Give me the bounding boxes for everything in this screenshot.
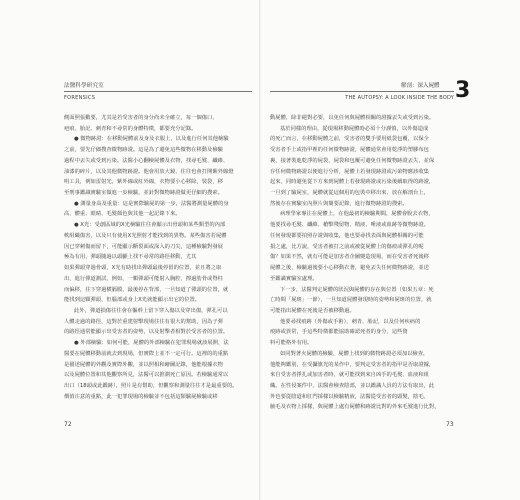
body-line: 病理學家專注在屍體上，在他最初的檢驗期間，屍體會脫去衣物， [280,211,434,218]
left-body-text [64,113,252,402]
body-line: 然後存在實驗室內照片與簡要記錄，進行微物跡證的搜索。 [270,200,408,207]
body-line: 損之處，比方說，受害者被打之前或被從屍體上的傷痕或彈孔的呢 [270,243,424,250]
body-line: 織。在性侵案件中，法醫會檢查陰部，並以鑑識人員的方法有取出，此 [270,382,435,389]
body-line: 是描述屍體的外觀及實際外觀，並以照相和繪圖記錄，他能根據衣物 [64,361,223,368]
body-line: 裹，接著裝進乾淨的屍袋，屍袋和包覆可避免任何微物跡證丟失，並保 [270,157,435,164]
body-line: 明工具，例如雷射光，紫外線或紅外線，衣物要小心移除，裝袋，移 [64,179,223,186]
body-line: ● 測量身高及重量：這是實際驗屍的第一步，法醫將測量屍體的身 [74,200,229,207]
body-line: 如果彈頭穿過骨頭，X光有助找出彈頭最後停留的位置，並且將之取 [64,265,222,272]
body-line: 疤痕、胎記、刺青和不尋常的身體特徵，都要充分記錄。 [64,125,197,132]
body-line: 軟組織傷害，以及只有使用X光照射才能找到的異物。某些傷害若屍體 [64,232,227,239]
body-line: 任何發現都要拍照存證與收集，他也要尋找表面與屍體相關的可能 [270,232,424,239]
right-page-number: 73 [446,421,454,428]
body-line: 醫要在屍體移動前就去到現場，但實際上並不一定可行。這裡的的重點 [64,350,229,357]
body-line: 他要尋找痕跡（外傷或手術），刺青、胎記，以及任何疾病的 [280,318,421,325]
body-line: 下一步，法醫判定屍體的狀況與屍體的存在與位置（如果五章：死 [280,286,434,293]
body-line: 起來，同時避免從下方來到屍體上若發現跡證或污染後續取得的跡證， [270,179,435,186]
body-line: 極為有用，彈頭隨過以頭顱上找不尋常的路徑移動，尤其 [64,254,197,261]
body-line: ● X光：受創區域的X光檢驗往往會顯示出骨頭和某些類型的內部 [74,222,226,229]
left-page [0,0,259,500]
body-line: 外也要從陰道和肛門採樣以檢驗精液，法醫從受害者的頭髮，陰毛、 [270,393,429,400]
body-line: 亡時間「屍斑」一節），一旦知道屍體發現時的姿勢和屍斑的位置，就 [270,297,432,304]
body-line: 過程中丟失或受到污染。法醫小心翻檢屍體及衣物，找尋毛髮、纖維、 [64,157,229,164]
body-line: 基於同樣的理由，從現場移動屍體時必須十分謹慎，以外傷造成 [280,125,429,132]
body-line: 動屍體，除非絕對必要，以免任何與屍體相關的證據丟失或受到污染。 [270,115,435,121]
body-line: 傷？如果不然，就有可能是加害者企圖變造現場，而在受害者死後移 [270,254,429,261]
body-line: 料可能格外有用。 [270,340,313,347]
body-line: 能找到這顆彈頭，但腦部或身上X光就能顯示出它的位置。 [64,297,201,304]
body-line: 他要找尋毛髮、纖維、槍擊殘留物、精液、唾液或血跡等微物跡證。 [270,222,429,229]
body-line: 如同對著火屍體的檢驗，屍體上找到的微物跡證必須加以檢查， [280,350,429,357]
body-line: 出，進行彈道測試，例如，一顆彈頭可能射入胸腔，擦過肋骨或脊柱 [64,275,223,282]
body-line: 油漆的碎片，以及其他微物跡證。他會用放大鏡、往往也會打開紫外線燈 [64,168,234,175]
body-line: 人體走過的路徑，這對於重建射擊現場往往有很大的幫助，因為子彈 [64,318,223,325]
body-line: 至刑事鑑識實驗室做進一步檢驗，並針對微物跡證做更仔細的搜索。 [64,190,223,197]
right-body-text [270,113,456,413]
left-page-number: 72 [64,421,72,428]
body-line: 以及屍體位置和其他觀察所見，法醫可以推測死亡原因。若檢驗通常以 [64,372,229,379]
right-running-head-english: THE AUTOPSY: A LOOK INSIDE THE BODY [345,95,454,101]
left-header-rule [64,91,252,92]
body-line: 可能指出屍體在死後是否被移動過。 [270,307,355,314]
body-line: ● 外部檢驗：如何可能，屍體的外部檢驗在犯罪現場就該展開，法 [74,340,229,347]
left-running-head-english: FORENSICS [64,95,96,101]
body-line: 腋毛及衣物上採樣，與屍體上處有屍體和跡證比對的外來毛髮進行比對， [270,404,440,411]
body-line: 因已穿刺傷而留下，可能顯示斷裂面或深入的刀尖，這種檢驗對發展 [64,243,223,250]
body-line: 價值注意的重點，此一犯罪現場的檢驗並不包括這類驗屍檢驗或移 [64,393,218,400]
body-line: ● 微物跡證：在移動屍體前及身及衣服上，以及進行任何其他檢驗 [74,136,229,143]
body-line: 此外，彈道損傷往往會在軀幹上留下穿入傷以及穿出傷，彈孔可以 [74,307,228,314]
right-running-head: 解剖：深入屍體 [401,83,440,89]
body-line: 之前，要先仔細搜查微物跡證。這是為了避免這些微物在移動及檢驗 [64,147,223,154]
body-line: 一旦到了驗屍室，屍體就從這個用的包裝中移出來，放在解剖台上， [270,190,429,197]
body-line: 痕跡或異常，手這些特徵都能協助確認死者的身分，這些資 [270,329,408,336]
body-line: 側面照張數要，尤其是若受害者的身分尚未全確立，每一個傷口、 [64,115,218,121]
body-line: 的死亡而言，在移動屍體之前，受害者的雙手要用紙袋包覆，以保全 [270,136,429,143]
left-running-head: 法醫科學研究室 [64,83,104,89]
body-line: 屍體之後，檢驗過後要小心移動衣著，避免丟失任何微物跡證，並送 [270,265,429,272]
body-line: 來自受害者掙扎或加害者時，就可能找到來自凶手的毛髮、血液和組 [270,372,429,379]
chapter-number: 3 [455,78,471,103]
body-line: 高、體重、眼睛、毛髮顏色與其他一起記錄下來。 [64,211,181,218]
body-line: 他能夠鑑別，在受攝旗光的某作中，要判定受害者的指甲是否取證據， [270,361,435,368]
body-line: 而偏移，往下穿過横膈膜，最後停在背部，一旦知道了彈頭的位置，就 [64,286,229,293]
body-line: 存任何微物跡證以便進行分析，屍體上若發現跡證或污染物應該收集 [270,168,429,175]
body-line: 受害者手上或指甲裡的任何微物跡證，屍體通常會用乾淨的塑膠布包 [270,147,429,154]
right-header-rule [270,91,454,92]
body-line: 出口（18頭或此鑑跡），照片是有幫助，但觀察和測量往往才是最重要的。 [64,382,238,389]
body-line: 的路徑通常能顯示出受害者的姿勢，以及射擊者相對於受害者的位置。 [64,329,229,336]
body-line: 至鑑識實驗室處理。 [270,275,318,282]
